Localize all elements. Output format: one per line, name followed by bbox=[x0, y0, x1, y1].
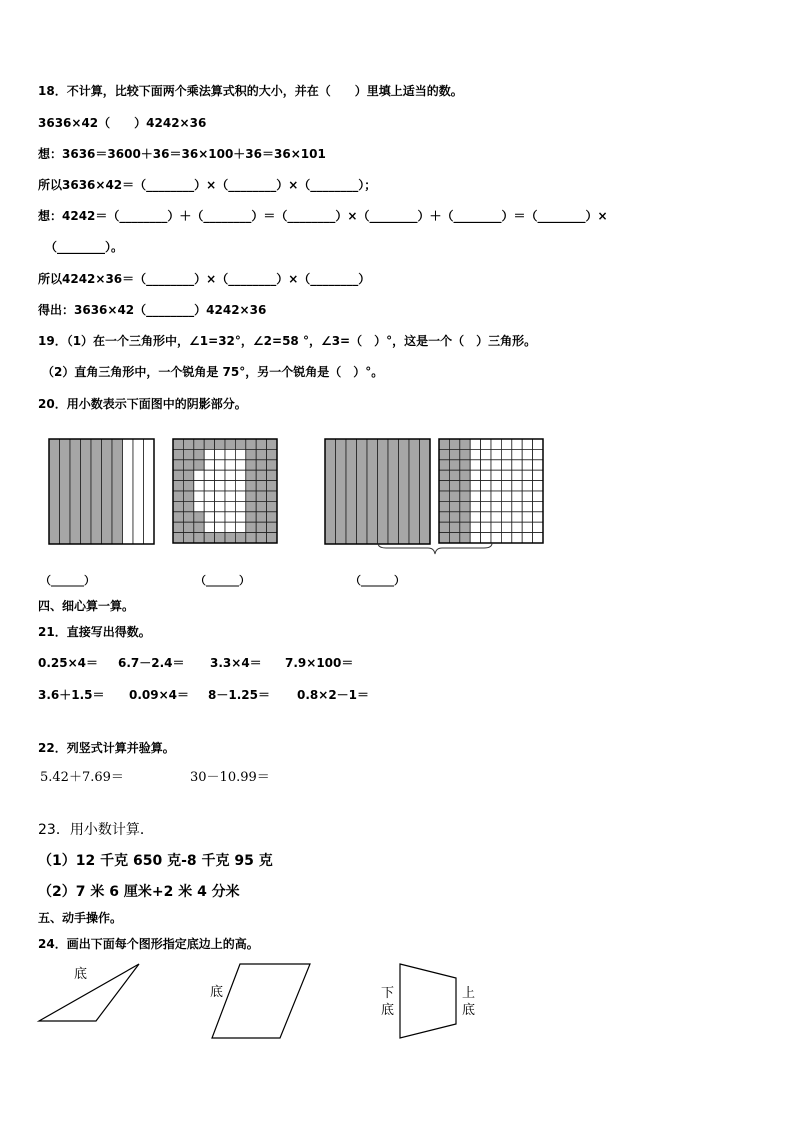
grid-cell bbox=[225, 439, 235, 449]
grid-cell bbox=[267, 533, 277, 543]
parallelogram-figure[interactable] bbox=[210, 962, 314, 1040]
grid-cell bbox=[215, 491, 225, 501]
grid-cell bbox=[204, 522, 214, 532]
grid-cell bbox=[256, 460, 266, 470]
strip-cell bbox=[102, 439, 113, 544]
grid-cell bbox=[522, 470, 532, 480]
strip-cell bbox=[336, 439, 347, 544]
grid-cell bbox=[501, 522, 511, 532]
grid-cell bbox=[491, 481, 501, 491]
grid-cell bbox=[439, 470, 449, 480]
grid-cell bbox=[246, 522, 256, 532]
grid-cell bbox=[439, 501, 449, 511]
q18-think-1: 想：3636＝3600＋36＝36×100＋36＝36×101 bbox=[38, 147, 326, 161]
grid-cell bbox=[449, 522, 459, 532]
grid-cell bbox=[439, 491, 449, 501]
grid-cell bbox=[225, 522, 235, 532]
q18-so-2[interactable]: 所以4242×36＝（________）×（________）×（________） bbox=[38, 272, 371, 286]
q18-title: 18．不计算，比较下面两个乘法算式积的大小，并在（ ）里填上适当的数。 bbox=[38, 84, 463, 98]
grid-cell bbox=[449, 512, 459, 522]
grid-cell bbox=[501, 439, 511, 449]
grid-cell bbox=[512, 449, 522, 459]
strip-cell bbox=[420, 439, 431, 544]
grid-cell bbox=[173, 501, 183, 511]
grid-cell bbox=[183, 491, 193, 501]
grid-cell bbox=[460, 460, 470, 470]
strip-cell bbox=[49, 439, 60, 544]
strip-cell bbox=[409, 439, 420, 544]
grid-cell bbox=[267, 470, 277, 480]
q23-part1[interactable]: （1）12 千克 650 克-8 千克 95 克 bbox=[38, 853, 273, 869]
grid-cell bbox=[215, 501, 225, 511]
grid-cell bbox=[512, 481, 522, 491]
grid-cell bbox=[481, 512, 491, 522]
grid-cell bbox=[194, 501, 204, 511]
grid-cell bbox=[256, 533, 266, 543]
figure-strips-1 bbox=[48, 438, 156, 546]
q22-expr-1[interactable]: 5.42＋7.69＝ bbox=[40, 770, 124, 785]
grid-cell bbox=[235, 501, 245, 511]
grid-cell bbox=[235, 522, 245, 532]
grid-cell bbox=[194, 491, 204, 501]
grid-cell bbox=[246, 470, 256, 480]
grid-cell bbox=[522, 491, 532, 501]
grid-cell bbox=[522, 522, 532, 532]
grid-cell bbox=[215, 481, 225, 491]
q23-title: 23．用小数计算． bbox=[38, 822, 154, 838]
grid-cell bbox=[470, 439, 480, 449]
grid-cell bbox=[491, 439, 501, 449]
grid-cell bbox=[173, 460, 183, 470]
grid-cell bbox=[470, 481, 480, 491]
grid-cell bbox=[204, 481, 214, 491]
grid-cell bbox=[183, 470, 193, 480]
grid-cell bbox=[449, 460, 459, 470]
grid-cell bbox=[439, 512, 449, 522]
grid-cell bbox=[512, 470, 522, 480]
grid-cell bbox=[533, 533, 543, 543]
grid-cell bbox=[481, 522, 491, 532]
section-5-title: 五、动手操作。 bbox=[38, 911, 123, 925]
grid-cell bbox=[267, 460, 277, 470]
grid-cell bbox=[501, 470, 511, 480]
grid-cell bbox=[533, 470, 543, 480]
q20-answer-1[interactable]: （______） bbox=[40, 574, 95, 587]
grid-cell bbox=[501, 449, 511, 459]
q19-part1[interactable]: 19．（1）在一个三角形中，∠1=32°，∠2=58 °，∠3=（ ）°，这是一个（ ）三角形。 bbox=[38, 334, 537, 348]
grid-cell bbox=[491, 460, 501, 470]
grid-cell bbox=[246, 481, 256, 491]
strip-cell bbox=[112, 439, 123, 544]
grid-cell bbox=[204, 460, 214, 470]
grid-cell bbox=[173, 449, 183, 459]
grid-cell bbox=[256, 470, 266, 480]
grid-cell bbox=[225, 501, 235, 511]
strip-cell bbox=[378, 439, 389, 544]
q21-item[interactable]: 3.3×4＝ bbox=[210, 656, 262, 670]
strip-cell bbox=[357, 439, 368, 544]
grid-cell bbox=[512, 512, 522, 522]
grid-cell bbox=[267, 439, 277, 449]
grid-cell bbox=[481, 491, 491, 501]
grid-cell bbox=[246, 439, 256, 449]
grid-cell bbox=[194, 533, 204, 543]
grid-cell bbox=[470, 522, 480, 532]
grid-cell bbox=[533, 481, 543, 491]
grid-cell bbox=[267, 501, 277, 511]
trapezoid-lower-base-label: 下 底 bbox=[381, 986, 395, 1018]
grid-cell bbox=[183, 533, 193, 543]
grid-cell bbox=[533, 491, 543, 501]
grid-cell bbox=[439, 481, 449, 491]
grid-cell bbox=[449, 491, 459, 501]
grid-cell bbox=[439, 460, 449, 470]
grid-cell bbox=[225, 449, 235, 459]
grid-cell bbox=[512, 460, 522, 470]
grid-cell bbox=[267, 481, 277, 491]
strip-cell bbox=[81, 439, 92, 544]
grid-cell bbox=[204, 512, 214, 522]
strip-cell bbox=[388, 439, 399, 544]
grid-cell bbox=[194, 439, 204, 449]
figure-grid-2 bbox=[438, 438, 544, 544]
q20-answer-3[interactable]: （______） bbox=[350, 574, 405, 587]
grid-cell bbox=[491, 470, 501, 480]
q18-think-2[interactable]: 想：4242＝（________）＋（________）＝（________）×（________）＋（________）＝（________）× bbox=[38, 209, 608, 223]
grid-cell bbox=[246, 501, 256, 511]
grid-cell bbox=[522, 439, 532, 449]
grid-cell bbox=[522, 512, 532, 522]
grid-cell bbox=[246, 533, 256, 543]
grid-cell bbox=[491, 522, 501, 532]
grid-cell bbox=[267, 449, 277, 459]
q21-item[interactable]: 8－1.25＝ bbox=[208, 688, 270, 702]
grid-cell bbox=[449, 449, 459, 459]
grid-cell bbox=[173, 470, 183, 480]
q21-item[interactable]: 0.09×4＝ bbox=[129, 688, 190, 702]
q21-item[interactable]: 0.8×2－1＝ bbox=[297, 688, 370, 702]
grid-cell bbox=[194, 460, 204, 470]
grid-cell bbox=[460, 470, 470, 480]
grid-cell bbox=[204, 449, 214, 459]
strip-cell bbox=[399, 439, 410, 544]
q18-conclusion[interactable]: 得出：3636×42（________）4242×36 bbox=[38, 303, 267, 317]
grid-cell bbox=[246, 491, 256, 501]
strip-cell bbox=[367, 439, 378, 544]
grid-cell bbox=[470, 470, 480, 480]
strip-cell bbox=[346, 439, 357, 544]
grid-cell bbox=[470, 449, 480, 459]
q20-answer-2[interactable]: （______） bbox=[195, 574, 250, 587]
grid-cell bbox=[439, 522, 449, 532]
grid-cell bbox=[246, 449, 256, 459]
grid-cell bbox=[225, 491, 235, 501]
q21-title: 21．直接写出得数。 bbox=[38, 625, 151, 639]
grid-cell bbox=[491, 512, 501, 522]
grid-cell bbox=[235, 481, 245, 491]
grid-cell bbox=[194, 512, 204, 522]
q23-part2[interactable]: （2）7 米 6 厘米+2 米 4 分米 bbox=[38, 884, 240, 900]
trapezoid-upper-base-label: 上 底 bbox=[462, 986, 476, 1018]
grid-cell bbox=[215, 449, 225, 459]
grid-cell bbox=[225, 460, 235, 470]
grid-cell bbox=[225, 533, 235, 543]
grid-cell bbox=[215, 470, 225, 480]
grid-cell bbox=[439, 439, 449, 449]
grid-cell bbox=[235, 439, 245, 449]
figure-grid-1 bbox=[172, 438, 278, 544]
grid-cell bbox=[501, 533, 511, 543]
q21-item[interactable]: 7.9×100＝ bbox=[285, 656, 354, 670]
grid-cell bbox=[522, 501, 532, 511]
grid-cell bbox=[501, 491, 511, 501]
grid-cell bbox=[533, 439, 543, 449]
grid-cell bbox=[235, 460, 245, 470]
grid-cell bbox=[481, 439, 491, 449]
grid-cell bbox=[533, 460, 543, 470]
grid-cell bbox=[183, 522, 193, 532]
strip-cell bbox=[325, 439, 336, 544]
grid-cell bbox=[449, 481, 459, 491]
q18-think-2-cont[interactable]: （________）。 bbox=[45, 240, 124, 254]
grid-cell bbox=[256, 512, 266, 522]
q21-item[interactable]: 6.7－2.4＝ bbox=[118, 656, 185, 670]
grid-cell bbox=[215, 533, 225, 543]
grid-cell bbox=[512, 439, 522, 449]
grid-cell bbox=[225, 512, 235, 522]
grid-cell bbox=[173, 522, 183, 532]
grid-cell bbox=[533, 522, 543, 532]
q18-compare: 3636×42（ ）4242×36 bbox=[38, 116, 207, 130]
grid-cell bbox=[215, 460, 225, 470]
triangle-base-label: 底 bbox=[74, 967, 88, 982]
grid-cell bbox=[501, 460, 511, 470]
strip-cell bbox=[70, 439, 81, 544]
trapezoid-figure[interactable] bbox=[398, 962, 458, 1040]
strip-cell bbox=[60, 439, 71, 544]
parallelogram-base-label: 底 bbox=[210, 985, 224, 1000]
grid-cell bbox=[491, 491, 501, 501]
grid-cell bbox=[215, 512, 225, 522]
grid-cell bbox=[481, 481, 491, 491]
triangle-figure[interactable] bbox=[36, 962, 142, 1024]
grid-cell bbox=[449, 470, 459, 480]
grid-cell bbox=[470, 512, 480, 522]
grid-cell bbox=[235, 449, 245, 459]
grid-cell bbox=[267, 491, 277, 501]
q22-title: 22．列竖式计算并验算。 bbox=[38, 741, 175, 755]
grid-cell bbox=[173, 533, 183, 543]
grid-cell bbox=[256, 501, 266, 511]
grid-cell bbox=[173, 439, 183, 449]
q21-item[interactable]: 3.6＋1.5＝ bbox=[38, 688, 105, 702]
grid-cell bbox=[491, 449, 501, 459]
grid-cell bbox=[173, 491, 183, 501]
grid-cell bbox=[204, 491, 214, 501]
grid-cell bbox=[256, 481, 266, 491]
grid-cell bbox=[256, 522, 266, 532]
grid-cell bbox=[501, 512, 511, 522]
grid-cell bbox=[183, 460, 193, 470]
grid-cell bbox=[194, 470, 204, 480]
section-4-title: 四、细心算一算。 bbox=[38, 599, 135, 613]
grid-cell bbox=[470, 491, 480, 501]
grid-cell bbox=[235, 512, 245, 522]
grid-cell bbox=[512, 501, 522, 511]
figure-strips-2 bbox=[324, 438, 432, 546]
strip-cell bbox=[123, 439, 134, 544]
grid-cell bbox=[194, 522, 204, 532]
grid-cell bbox=[256, 439, 266, 449]
grid-cell bbox=[194, 449, 204, 459]
grid-cell bbox=[470, 460, 480, 470]
grid-cell bbox=[533, 501, 543, 511]
brace bbox=[376, 542, 496, 556]
q21-item[interactable]: 0.25×4＝ bbox=[38, 656, 99, 670]
grid-cell bbox=[235, 491, 245, 501]
grid-cell bbox=[246, 460, 256, 470]
grid-cell bbox=[522, 481, 532, 491]
grid-cell bbox=[204, 439, 214, 449]
grid-cell bbox=[522, 460, 532, 470]
grid-cell bbox=[481, 449, 491, 459]
grid-cell bbox=[460, 439, 470, 449]
grid-cell bbox=[533, 512, 543, 522]
grid-cell bbox=[267, 522, 277, 532]
grid-cell bbox=[183, 449, 193, 459]
grid-cell bbox=[512, 522, 522, 532]
grid-cell bbox=[215, 522, 225, 532]
grid-cell bbox=[235, 470, 245, 480]
grid-cell bbox=[173, 481, 183, 491]
grid-cell bbox=[256, 491, 266, 501]
grid-cell bbox=[481, 470, 491, 480]
q18-so-1[interactable]: 所以3636×42＝（________）×（________）×（________）； bbox=[38, 178, 377, 192]
grid-cell bbox=[439, 449, 449, 459]
grid-cell bbox=[215, 439, 225, 449]
grid-cell bbox=[225, 481, 235, 491]
grid-cell bbox=[183, 439, 193, 449]
q20-title: 20．用小数表示下面图中的阴影部分。 bbox=[38, 397, 247, 411]
grid-cell bbox=[481, 501, 491, 511]
grid-cell bbox=[501, 501, 511, 511]
grid-cell bbox=[533, 449, 543, 459]
grid-cell bbox=[501, 481, 511, 491]
grid-cell bbox=[449, 501, 459, 511]
grid-cell bbox=[460, 481, 470, 491]
grid-cell bbox=[522, 533, 532, 543]
grid-cell bbox=[449, 439, 459, 449]
grid-cell bbox=[460, 522, 470, 532]
grid-cell bbox=[267, 512, 277, 522]
q22-expr-2[interactable]: 30－10.99＝ bbox=[190, 770, 270, 785]
grid-cell bbox=[225, 470, 235, 480]
grid-cell bbox=[512, 491, 522, 501]
grid-cell bbox=[173, 512, 183, 522]
strip-cell bbox=[91, 439, 102, 544]
grid-cell bbox=[460, 512, 470, 522]
q24-title: 24．画出下面每个图形指定底边上的高。 bbox=[38, 937, 259, 951]
grid-cell bbox=[256, 449, 266, 459]
grid-cell bbox=[481, 460, 491, 470]
grid-cell bbox=[183, 481, 193, 491]
grid-cell bbox=[522, 449, 532, 459]
grid-cell bbox=[204, 533, 214, 543]
grid-cell bbox=[194, 481, 204, 491]
q19-part2[interactable]: （2）直角三角形中，一个锐角是 75°，另一个锐角是（ ）°。 bbox=[42, 365, 384, 379]
strip-cell bbox=[144, 439, 155, 544]
grid-cell bbox=[491, 501, 501, 511]
grid-cell bbox=[183, 512, 193, 522]
grid-cell bbox=[204, 501, 214, 511]
grid-cell bbox=[183, 501, 193, 511]
grid-cell bbox=[246, 512, 256, 522]
grid-cell bbox=[460, 449, 470, 459]
grid-cell bbox=[470, 501, 480, 511]
grid-cell bbox=[512, 533, 522, 543]
grid-cell bbox=[235, 533, 245, 543]
grid-cell bbox=[460, 491, 470, 501]
grid-cell bbox=[460, 501, 470, 511]
grid-cell bbox=[204, 470, 214, 480]
strip-cell bbox=[133, 439, 144, 544]
